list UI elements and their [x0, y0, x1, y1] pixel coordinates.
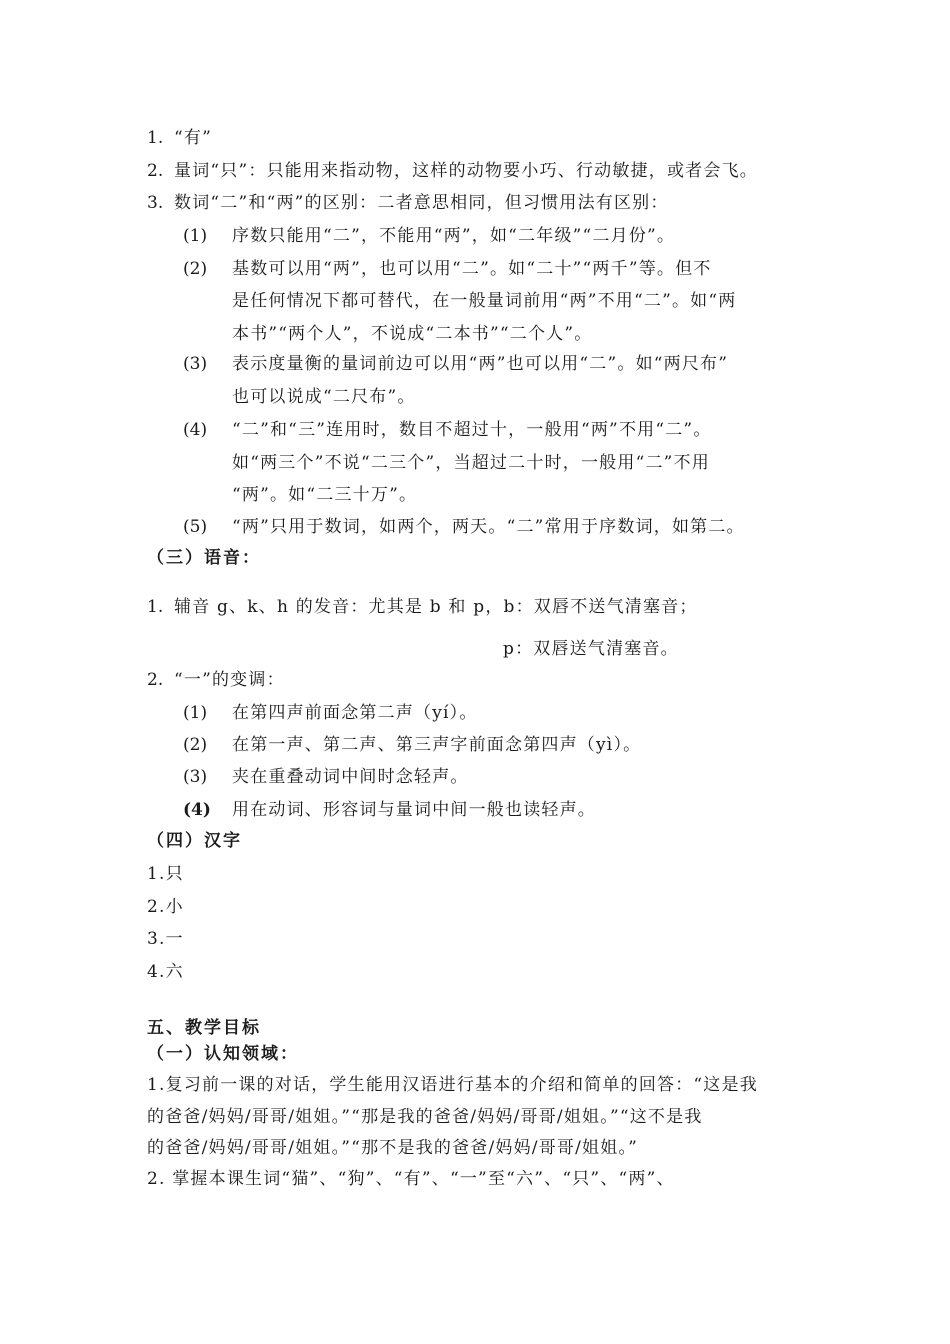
- sub-item-line: 序数只能用“二”，不能用“两”，如“二年级”“二月份”。: [232, 226, 676, 246]
- sub-item-line: “两”。如“二三十万”。: [232, 485, 418, 505]
- sub-item-number: (4): [183, 800, 211, 820]
- list-item-text: 辅音 g、k、h 的发音：尤其是 b 和 p，b：双唇不送气清塞音；: [174, 597, 698, 617]
- sub-item-line: “二”和“三”连用时，数目不超过十，一般用“两”不用“二”。: [232, 420, 712, 440]
- character-item: 1.只: [147, 864, 184, 884]
- sub-item-line: 是任何情况下都可替代，在一般量词前用“两”不用“二”。如“两: [232, 291, 737, 311]
- paragraph-line: 的爸爸/妈妈/哥哥/姐姐。”“那是我的爸爸/妈妈/哥哥/姐姐。”“这不是我: [147, 1107, 703, 1127]
- list-item-text: 量词“只”：只能用来指动物，这样的动物要小巧、行动敏捷，或者会飞。: [174, 161, 758, 181]
- list-number: 3.: [147, 193, 164, 213]
- sub-item-number: (5): [183, 517, 208, 537]
- list-number: 1.: [147, 597, 164, 617]
- sub-item-line: 表示度量衡的量词前边可以用“两”也可以用“二”。如“两尺布”: [232, 354, 729, 374]
- sub-item-number: (3): [183, 767, 208, 787]
- sub-item-line: 本书”“两个人”，不说成“二本书”“二个人”。: [232, 324, 593, 344]
- character-item: 2.小: [147, 897, 184, 917]
- sub-item-number: (3): [183, 354, 208, 374]
- sub-item-line: 夹在重叠动词中间时念轻声。: [232, 767, 469, 787]
- sub-item-number: (1): [183, 703, 208, 723]
- section-heading: （四）汉字: [147, 831, 242, 851]
- list-item-continuation: p：双唇送气清塞音。: [503, 639, 679, 659]
- sub-item-line: 基数可以用“两”，也可以用“二”。如“二十”“两千”等。但不: [232, 259, 712, 279]
- list-item-text: “一”的变调：: [174, 670, 285, 690]
- sub-item-number: (2): [183, 735, 208, 755]
- sub-item-line: 在第四声前面念第二声（yí）。: [232, 703, 478, 723]
- list-number: 2.: [147, 161, 164, 181]
- section-heading: 五、教学目标: [147, 1018, 261, 1038]
- sub-item-line: 也可以说成“二尺布”。: [232, 387, 416, 407]
- list-number: 1.: [147, 128, 164, 148]
- paragraph-line: 2. 掌握本课生词“猫”、“狗”、“有”、“一”至“六”、“只”、“两”、: [147, 1169, 675, 1189]
- sub-item-number: (4): [183, 420, 208, 440]
- character-item: 3.一: [147, 929, 184, 949]
- list-number: 2.: [147, 670, 164, 690]
- sub-item-line: 用在动词、形容词与量词中间一般也读轻声。: [232, 800, 596, 820]
- paragraph-line: 的爸爸/妈妈/哥哥/姐姐。”“那不是我的爸爸/妈妈/哥哥/姐姐。”: [147, 1138, 639, 1158]
- sub-item-line: “两”只用于数词，如两个，两天。“二”常用于序数词，如第二。: [232, 517, 745, 537]
- sub-item-number: (1): [183, 226, 208, 246]
- sub-item-line: 如“两三个”不说“二三个”，当超过二十时，一般用“二”不用: [232, 453, 710, 473]
- section-heading: （三）语音：: [147, 548, 261, 568]
- sub-item-line: 在第一声、第二声、第三声字前面念第四声（yì）。: [232, 735, 642, 755]
- list-item-text: “有”: [174, 128, 212, 148]
- sub-item-number: (2): [183, 259, 208, 279]
- list-item-text: 数词“二”和“两”的区别：二者意思相同，但习惯用法有区别：: [174, 193, 669, 213]
- subsection-heading: （一）认知领域：: [147, 1044, 299, 1064]
- character-item: 4.六: [147, 962, 184, 982]
- paragraph-line: 1.复习前一课的对话，学生能用汉语进行基本的介绍和简单的回答：“这是我: [147, 1075, 758, 1095]
